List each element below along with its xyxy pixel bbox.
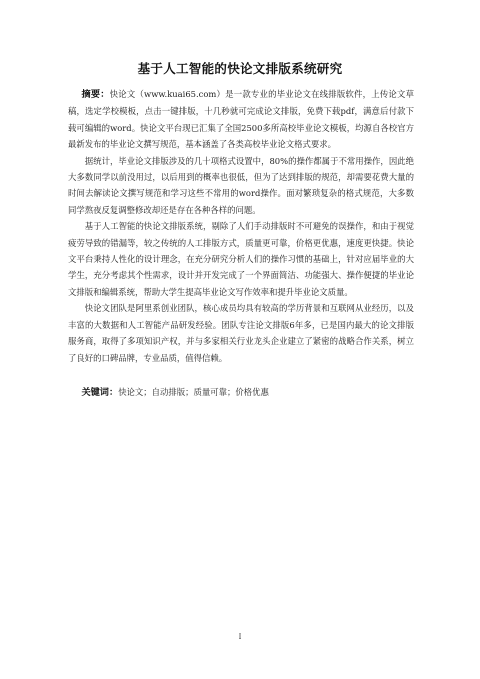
abstract-text: 快论文（www.kuai65.com）是一款专业的毕业论文在线排版软件，上传论文草稿，选定学校模板，点击一键排版，十几秒就可完成论文排版，免费下载pdf，满意后付款下载可编辑的word。快论文平台现已汇集了全国2500多所高校毕业论文模板，均源自各校官方最新发布的毕业论文撰写规范，基本涵盖了各类高校毕业论文格式要求。: [68, 89, 414, 150]
body-paragraph-team: 快论文团队是阿里系创业团队，核心成员均具有较高的学历背景和互联网从业经历，以及丰富的大数据和人工智能产品研发经验。团队专注论文排版6年多，已是国内最大的论文排版服务商，取得了多项知识产权，并与多家相关行业龙头企业建立了紧密的战略合作关系，树立了良好的口碑品牌，专业品质，值得信赖。: [68, 303, 414, 363]
keywords-text: 快论文；自动排版；质量可靠；价格优惠: [118, 386, 269, 397]
keywords-paragraph: [68, 384, 414, 401]
keywords-label: 关键词：: [81, 386, 119, 398]
page-title: 基于人工智能的快论文排版系统研究: [137, 61, 343, 76]
document-body: [68, 86, 414, 401]
body-paragraph-system: 基于人工智能的快论文排版系统，剔除了人们手动排版时不可避免的误操作，和由于视觉疲劳导致的错漏等，较之传统的人工排版方式，质量更可靠，价格更优惠，速度更快捷。快论文平台秉持人性化的设计理念，在充分研究分析人们的操作习惯的基础上，针对应届毕业的大学生，充分考虑其个性需求，设计并开发完成了一个界面简洁、功能强大、操作便捷的毕业论文排版和编辑系统，帮助大学生提高毕业论文写作效率和提升毕业论文质量。: [68, 221, 414, 297]
abstract-paragraph: [68, 86, 414, 153]
body-paragraph-statistics: 据统计，毕业论文排版涉及的几十项格式设置中，80%的操作都属于不常用操作，因此绝大多数同学以前没用过，以后用到的概率也很低，但为了达到排版的规范，却需要花费大量的时间去解读论文撰写规范和学习这些不常用的word操作。面对繁琐复杂的格式规范，大多数同学熬夜反复调整修改却还是存在各种各样的问题。: [68, 155, 414, 215]
page-number: I: [238, 633, 242, 641]
abstract-label: 摘要：: [81, 89, 110, 100]
